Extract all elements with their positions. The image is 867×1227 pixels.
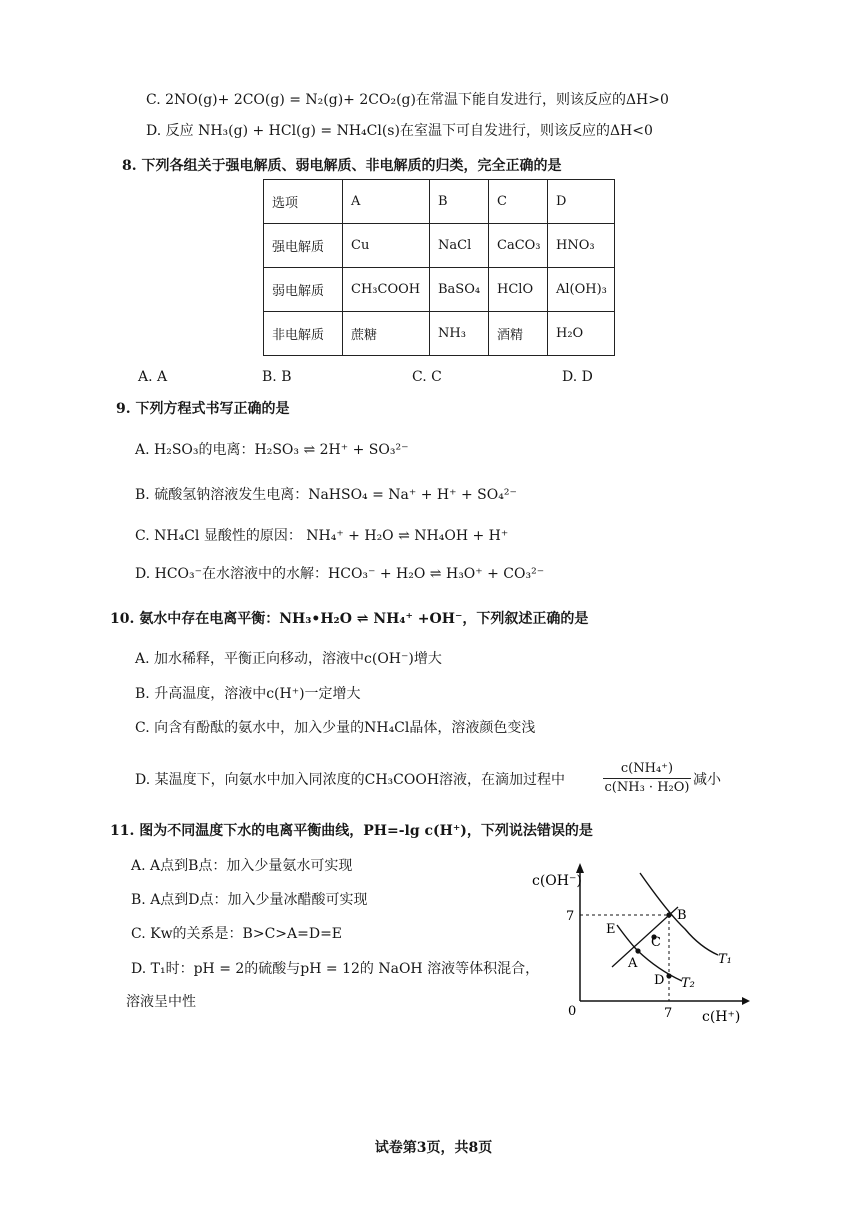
table-cell: HClO xyxy=(489,268,548,312)
y-axis-label: c(OH⁻) xyxy=(532,873,582,889)
point-b-marker xyxy=(666,912,671,917)
table-cell: 蔗糖 xyxy=(343,312,430,356)
x-axis-label: c(H⁺) xyxy=(702,1009,741,1025)
q8-answer-options xyxy=(0,369,867,387)
table-cell: CaCO₃ xyxy=(489,224,548,268)
table-cell: D xyxy=(548,180,615,224)
q8-answer-b: B. B xyxy=(262,369,292,385)
table-cell: NaCl xyxy=(430,224,489,268)
q8-answer-a: A. A xyxy=(138,369,168,385)
table-cell: 非电解质 xyxy=(264,312,343,356)
q10-fraction xyxy=(603,760,691,797)
q11-option-a: A. A点到B点：加入少量氨水可实现 xyxy=(131,858,353,874)
table-cell: 酒精 xyxy=(489,312,548,356)
curve-t1-label: T₁ xyxy=(718,952,732,967)
table-row xyxy=(264,312,615,356)
table-cell: HNO₃ xyxy=(548,224,615,268)
table-cell: BaSO₄ xyxy=(430,268,489,312)
q9-stem: 9. 下列方程式书写正确的是 xyxy=(116,401,290,417)
table-cell: B xyxy=(430,180,489,224)
q10-option-b: B. 升高温度，溶液中c(H⁺)一定增大 xyxy=(135,686,361,702)
point-e-label: E xyxy=(606,922,616,937)
q7-option-d: D. 反应 NH₃(g) + HCl(g) = NH₄Cl(s)在室温下可自发进行，则该反应的ΔH<0 xyxy=(146,123,653,139)
q10-option-d-suffix: 减小 xyxy=(693,772,721,788)
q11-stem: 11. 图为不同温度下水的电离平衡曲线，PH=-lg c(H⁺)，下列说法错误的是 xyxy=(110,823,593,839)
y-tick-label: 7 xyxy=(566,909,575,924)
curve-t2-label: T₂ xyxy=(681,976,695,991)
point-b-label: B xyxy=(677,908,687,923)
q7-option-c: C. 2NO(g)+ 2CO(g) = N₂(g)+ 2CO₂(g)在常温下能自发进行，则该反应的ΔH>0 xyxy=(146,92,669,108)
page-footer: 试卷第3页，共8页 xyxy=(374,1140,493,1156)
origin-label: 0 xyxy=(568,1004,577,1019)
q10-option-d-prefix: D. 某温度下，向氨水中加入同浓度的CH₃COOH溶液，在滴加过程中 xyxy=(135,772,566,788)
table-row xyxy=(264,224,615,268)
water-ionization-graph xyxy=(520,855,760,1030)
q8-stem: 8. 下列各组关于强电解质、弱电解质、非电解质的归类，完全正确的是 xyxy=(122,158,562,174)
q8-answer-c: C. C xyxy=(412,369,442,385)
point-c-label: C xyxy=(651,935,661,950)
point-a-marker xyxy=(635,948,640,953)
table-cell: NH₃ xyxy=(430,312,489,356)
point-d-label: D xyxy=(654,973,665,988)
q11-option-d: D. T₁时：pH = 2的硫酸与pH = 12的 NaOH 溶液等体积混合， xyxy=(131,961,540,977)
q10-option-c: C. 向含有酚酞的氨水中，加入少量的NH₄Cl晶体，溶液颜色变浅 xyxy=(135,720,536,736)
table-cell: 选项 xyxy=(264,180,343,224)
q9-option-a: A. H₂SO₃的电离：H₂SO₃ ⇌ 2H⁺ + SO₃²⁻ xyxy=(135,442,409,458)
table-header-row xyxy=(264,180,615,224)
table-cell: C xyxy=(489,180,548,224)
table-cell: 弱电解质 xyxy=(264,268,343,312)
q9-option-c: C. NH₄Cl 显酸性的原因： NH₄⁺ + H₂O ⇌ NH₄OH + H⁺ xyxy=(135,528,509,544)
table-cell: 强电解质 xyxy=(264,224,343,268)
table-cell: Cu xyxy=(343,224,430,268)
x-tick-label: 7 xyxy=(664,1006,673,1021)
q11-option-b: B. A点到D点：加入少量冰醋酸可实现 xyxy=(131,892,368,908)
q11-option-d-continued: 溶液呈中性 xyxy=(126,994,196,1010)
q10-option-a: A. 加水稀释，平衡正向移动，溶液中c(OH⁻)增大 xyxy=(135,651,442,667)
fraction-numerator: c(NH₄⁺) xyxy=(603,760,691,779)
q11-option-c: C. Kw的关系是：B>C>A=D=E xyxy=(131,926,343,942)
q10-stem: 10. 氨水中存在电离平衡：NH₃•H₂O ⇌ NH₄⁺ +OH⁻，下列叙述正确的是 xyxy=(110,611,589,627)
q8-classification-table xyxy=(263,179,615,356)
table-cell: CH₃COOH xyxy=(343,268,430,312)
point-d-marker xyxy=(666,973,671,978)
q9-option-d: D. HCO₃⁻在水溶液中的水解：HCO₃⁻ + H₂O ⇌ H₃O⁺ + CO₃²⁻ xyxy=(135,566,545,582)
x-axis-arrow-icon xyxy=(742,997,750,1005)
table-row xyxy=(264,268,615,312)
fraction-denominator: c(NH₃ · H₂O) xyxy=(604,780,690,795)
q9-option-b: B. 硫酸氢钠溶液发生电离：NaHSO₄ = Na⁺ + H⁺ + SO₄²⁻ xyxy=(135,487,517,503)
q8-answer-d: D. D xyxy=(562,369,593,385)
point-a-label: A xyxy=(628,956,638,971)
table-cell: H₂O xyxy=(548,312,615,356)
table-cell: A xyxy=(343,180,430,224)
table-cell: Al(OH)₃ xyxy=(548,268,615,312)
y-axis-arrow-icon xyxy=(576,863,584,873)
